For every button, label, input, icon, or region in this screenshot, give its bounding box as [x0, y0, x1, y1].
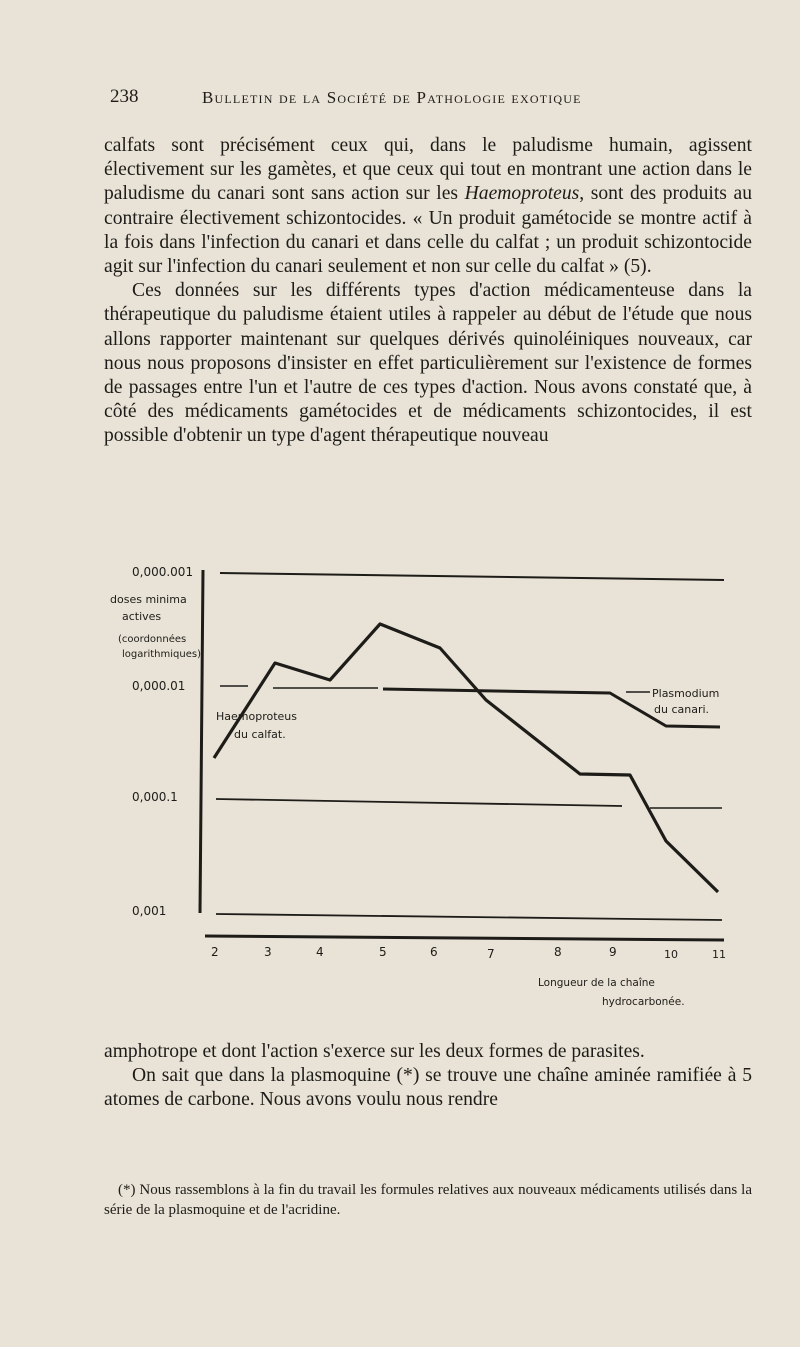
series-label-haemoproteus-line2: du calfat. — [234, 728, 286, 741]
y-axis-label-line: logarithmiques) — [122, 649, 201, 660]
running-title: Bulletin de la Société de Pathologie exotique — [202, 88, 582, 107]
paragraph-amphotrope: amphotrope et dont l'action s'exerce sur les deux formes de parasites. — [104, 1041, 645, 1062]
text-run: calfats sont précisément ceux qui, dans le paludisme humain, agissent électivement sur les gamètes, et que ceux qui tout en montrant une action dans le paludisme du canari sont sans action sur les — [104, 135, 752, 205]
x-tick-label: 11 — [712, 948, 726, 961]
paragraph-plasmoquine: On sait que dans la plasmoquine (*) se trouve une chaîne aminée ramifiée à 5 atomes de carbone. Nous avons voulu nous rendre — [104, 1065, 752, 1111]
body-text-top — [104, 134, 752, 449]
reference-line-1e-6 — [220, 573, 724, 580]
x-tick-label: 6 — [430, 945, 438, 959]
haemoproteus-curve — [214, 624, 718, 892]
y-tick-label: 0,000.1 — [132, 790, 178, 804]
series-label-plasmodium: Plasmodium — [652, 687, 720, 700]
x-tick-label: 2 — [211, 945, 219, 959]
y-tick-label: 0,000.01 — [132, 679, 186, 693]
page-number: 238 — [110, 86, 139, 107]
y-tick-label: 0,001 — [132, 904, 167, 918]
x-tick-label: 10 — [664, 948, 678, 961]
x-tick-label: 5 — [379, 945, 387, 959]
paragraph-donnees: Ces données sur les différents types d'action médicamenteuse dans la thérapeutique du paludisme étaient utiles à rappeler au début de l'étude que nous allons rapporter maintenant sur quelques dérivés quinoléiniques nouveaux, car nous nous proposons d'insister en effet particulièrement sur l'existence de formes de passages entre l'un et l'autre de ces types d'action. Nous avons constaté que, à côté des médicaments gamétocides et de médicaments schizontocides, il est possible d'obtenir un type d'agent thérapeutique nouveau — [104, 280, 752, 447]
x-axis-label-line: Longueur de la chaîne — [538, 977, 655, 989]
dose-chain-length-graph — [110, 558, 750, 1018]
y-axis-label-line: actives — [122, 610, 162, 623]
genus-name-italic: Haemoproteus — [464, 183, 580, 205]
x-tick-label: 3 — [264, 945, 272, 959]
x-axis-label-line: hydrocarbonée. — [602, 996, 685, 1008]
x-axis — [205, 936, 724, 940]
x-tick-label: 7 — [487, 947, 495, 961]
y-axis-label-line: (coordonnées — [118, 634, 187, 645]
y-axis — [200, 570, 203, 913]
series-label-plasmodium-line2: du canari. — [654, 703, 710, 716]
body-text-bottom — [104, 1040, 752, 1113]
reference-line-1e-4-segment — [216, 799, 622, 806]
y-tick-label: 0,000.001 — [132, 565, 194, 579]
text-run: , sont des produits au contraire électivement schizontocides. « Un produit gamétocide se montre actif à la fois dans l'infection du canari et dans celle du calfat ; un produit schizontocide agit sur l'infection du canari seulement et non sur celle du calfat » (5). — [104, 183, 752, 278]
paragraph-calfats — [104, 134, 752, 279]
x-tick-label: 4 — [316, 945, 324, 959]
x-tick-label: 8 — [554, 945, 562, 959]
reference-line-1e-3 — [216, 914, 722, 920]
footnote: (*) Nous rassemblons à la fin du travail les formules relatives aux nouveaux médicaments utilisés dans la série de la plasmoquine et de l'acridine. — [104, 1182, 752, 1218]
series-label-haemoproteus: Haemoproteus — [216, 710, 298, 723]
page-header — [110, 86, 750, 112]
x-tick-label: 9 — [609, 945, 617, 959]
y-axis-label-line: doses minima — [110, 593, 187, 606]
